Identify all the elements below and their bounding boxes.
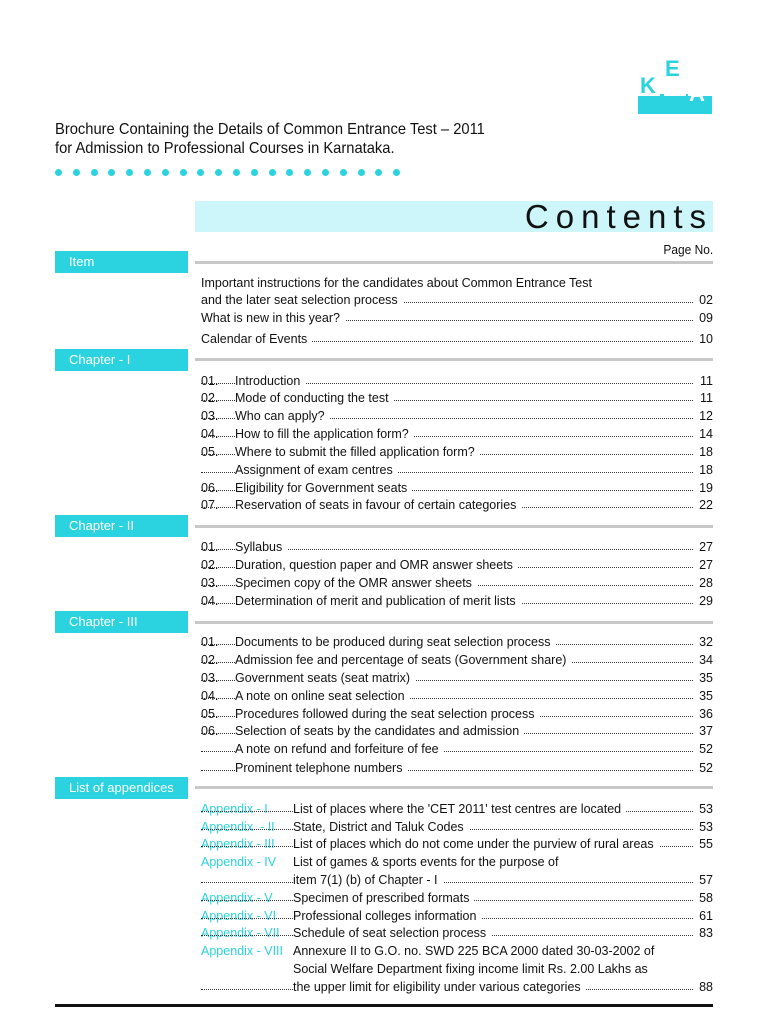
decorative-dot [304,169,311,176]
decorative-dot [358,169,365,176]
toc-page-number: 53 [694,801,713,817]
toc-entry[interactable] [201,634,713,650]
toc-page-number: 61 [694,908,713,924]
appendix-label: Appendix - IV [201,855,277,869]
toc-page-number: 27 [694,539,713,555]
toc-page-number: 83 [694,925,713,941]
decorative-dot [393,169,400,176]
toc-page-number: 34 [694,652,713,668]
toc-entry[interactable] [201,908,713,924]
section-label-chapter-1: Chapter - I [55,349,188,371]
toc-entry-number: 06. [201,724,219,738]
section-label-item: Item [55,251,188,273]
toc-entry-text: Mode of conducting the test [235,390,394,406]
toc-page-number: 32 [694,634,713,650]
toc-entry[interactable] [201,593,713,609]
section-rule [195,621,713,624]
toc-entry-text: Annexure II to G.O. no. SWD 225 BCA 2000 dated 30-03-2002 of [293,943,659,959]
toc-entry[interactable] [201,854,713,870]
appendix-label: Appendix - V [201,891,273,905]
toc-page-number: 18 [694,462,713,478]
toc-entry-text: Specimen of prescribed formats [293,890,474,906]
toc-entry-text: Eligibility for Government seats [235,480,412,496]
toc-entry-number: 05. [201,445,219,459]
toc-entry-number: 04. [201,427,219,441]
toc-page-number: 35 [694,688,713,704]
toc-entry[interactable] [201,706,713,722]
toc-entry[interactable] [201,801,713,817]
toc-page-number: 88 [694,979,713,995]
toc-entry[interactable] [201,390,713,406]
toc-entry-number: 02. [201,558,219,572]
logo-letter-e: E [665,56,680,81]
decorative-dot-row [55,169,400,176]
toc-entry-text: Determination of merit and publication of merit lists [235,593,521,609]
toc-entry[interactable] [201,497,713,513]
toc-entry-text: Reservation of seats in favour of certain categories [235,497,521,513]
toc-entry-number: 07. [201,498,219,512]
toc-entry[interactable] [201,557,713,573]
decorative-dot [108,169,115,176]
section-rule [195,786,713,789]
toc-entry-text: Important instructions for the candidates about Common Entrance Test [201,275,597,291]
decorative-dot [73,169,80,176]
toc-entry[interactable] [201,373,713,389]
toc-entry[interactable] [201,872,713,888]
toc-entry-text: A note on refund and forfeiture of fee [235,741,444,757]
decorative-dot [197,169,204,176]
toc-page-number: 35 [694,670,713,686]
toc-entry-text: What is new in this year? [201,310,345,326]
toc-entry-text: Professional colleges information [293,908,481,924]
toc-entry-text: Syllabus [235,539,287,555]
toc-page-number: 27 [694,557,713,573]
toc-page-number: 22 [694,497,713,513]
toc-page-number: 52 [694,760,713,776]
toc-entry[interactable] [201,539,713,555]
section-label-chapter-2: Chapter - II [55,515,188,537]
contents-title: Contents [524,198,713,235]
toc-entry[interactable] [201,462,713,478]
heading-line-1: Brochure Containing the Details of Common Entrance Test – 2011 [55,121,485,138]
toc-entry-text: item 7(1) (b) of Chapter - I [293,872,443,888]
decorative-dot [269,169,276,176]
toc-entry[interactable] [201,670,713,686]
toc-entry-text: List of places which do not come under the purview of rural areas [293,836,659,852]
heading-line-2: for Admission to Professional Courses in Karnataka. [55,140,395,157]
decorative-dot [91,169,98,176]
decorative-dot [180,169,187,176]
decorative-dot [340,169,347,176]
decorative-dot [55,169,62,176]
toc-entry-text: Prominent telephone numbers [235,760,407,776]
toc-entry-number: 01. [201,374,219,388]
decorative-dot [375,169,382,176]
toc-page-number: 57 [694,872,713,888]
kea-logo [638,56,712,114]
bottom-rule [55,1004,713,1007]
appendix-label: Appendix - VII [201,926,280,940]
toc-entry[interactable] [201,979,713,995]
page-no-label: Page No. [663,242,713,257]
decorative-dot [126,169,133,176]
toc-entry-number: 01. [201,635,219,649]
toc-entry[interactable] [201,836,713,852]
decorative-dot [233,169,240,176]
toc-entry[interactable] [201,310,713,326]
section-rule [195,525,713,528]
appendix-label: Appendix - VIII [201,944,283,958]
toc-entry-text: State, District and Taluk Codes [293,819,469,835]
toc-entry-text: Calendar of Events [201,331,312,347]
toc-entry-number: 04. [201,689,219,703]
toc-entry-number: 03. [201,409,219,423]
section-rule [195,358,713,361]
decorative-dot [286,169,293,176]
toc-page-number: 29 [694,593,713,609]
toc-entry-number: 06. [201,481,219,495]
toc-entry[interactable] [201,723,713,739]
toc-entry[interactable] [201,741,713,757]
dot-leader [201,876,693,883]
toc-entry[interactable] [201,575,713,591]
toc-entry-text: Introduction [235,373,305,389]
toc-entry-text: Selection of seats by the candidates and admission [235,723,524,739]
appendix-label: Appendix - II [201,820,275,834]
toc-page-number: 52 [694,741,713,757]
toc-page-number: 36 [694,706,713,722]
toc-entry-text: A note on online seat selection [235,688,410,704]
toc-page-number: 18 [694,444,713,460]
toc-entry-number: 04. [201,594,219,608]
toc-entry-text: Procedures followed during the seat selection process [235,706,539,722]
toc-entry-text: Who can apply? [235,408,330,424]
toc-entry[interactable] [201,426,713,442]
toc-entry-text: Admission fee and percentage of seats (Government share) [235,652,571,668]
toc-entry[interactable] [201,652,713,668]
section-label-appendices: List of appendices [55,777,188,799]
contents-title-bar [195,198,713,235]
toc-entry-text: Government seats (seat matrix) [235,670,415,686]
toc-page-number: 37 [694,723,713,739]
decorative-dot [144,169,151,176]
section-rule [195,261,713,264]
toc-entry[interactable] [201,292,713,308]
toc-page-number: 10 [694,331,713,347]
toc-page-number: 09 [694,310,713,326]
toc-page-number: 12 [694,408,713,424]
toc-entry[interactable] [201,275,713,291]
toc-entry[interactable] [201,331,713,347]
toc-entry-text: Where to submit the filled application form? [235,444,480,460]
toc-page-number: 14 [694,426,713,442]
toc-entry[interactable] [201,760,713,776]
toc-entry[interactable] [201,890,713,906]
toc-entry-number: 02. [201,391,219,405]
logo-letter-k: K [640,73,656,98]
toc-entry-text: and the later seat selection process [201,292,403,308]
toc-entry[interactable] [201,688,713,704]
toc-page-number: 28 [694,575,713,591]
toc-page-number: 58 [694,890,713,906]
decorative-dot [322,169,329,176]
appendix-label: Appendix - I [201,802,268,816]
toc-entry-text: Specimen copy of the OMR answer sheets [235,575,477,591]
toc-entry[interactable] [201,961,713,977]
toc-page-number: 11 [695,390,713,406]
toc-entry[interactable] [201,925,713,941]
toc-entry-text: List of places where the 'CET 2011' test centres are located [293,801,626,817]
toc-entry[interactable] [201,943,713,959]
toc-page-number: 53 [694,819,713,835]
brochure-heading [55,120,485,158]
section-label-chapter-3: Chapter - III [55,611,188,633]
decorative-dot [251,169,258,176]
toc-entry-number: 03. [201,576,219,590]
toc-entry[interactable] [201,408,713,424]
toc-page-number: 02 [694,292,713,308]
toc-entry[interactable] [201,444,713,460]
toc-entry-text: the upper limit for eligibility under various categories [293,979,586,995]
toc-entry-text: Duration, question paper and OMR answer sheets [235,557,518,573]
toc-entry-text: Social Welfare Department fixing income limit Rs. 2.00 Lakhs as [293,961,653,977]
toc-entry[interactable] [201,819,713,835]
decorative-dot [162,169,169,176]
toc-page-number: 55 [694,836,713,852]
toc-entry-number: 05. [201,707,219,721]
appendix-label: Appendix - III [201,837,275,851]
toc-page-number: 19 [694,480,713,496]
toc-entry-text: Schedule of seat selection process [293,925,491,941]
toc-entry-number: 02. [201,653,219,667]
toc-entry-text: Documents to be produced during seat selection process [235,634,555,650]
toc-page-number: 11 [695,373,713,389]
toc-entry-number: 03. [201,671,219,685]
toc-entry-text: List of games & sports events for the purpose of [293,854,563,870]
toc-entry[interactable] [201,480,713,496]
toc-entry-text: Assignment of exam centres [235,462,398,478]
toc-entry-text: How to fill the application form? [235,426,414,442]
logo-letter-a: A [689,81,705,106]
appendix-label: Appendix - VI [201,909,277,923]
decorative-dot [215,169,222,176]
toc-entry-number: 01. [201,540,219,554]
